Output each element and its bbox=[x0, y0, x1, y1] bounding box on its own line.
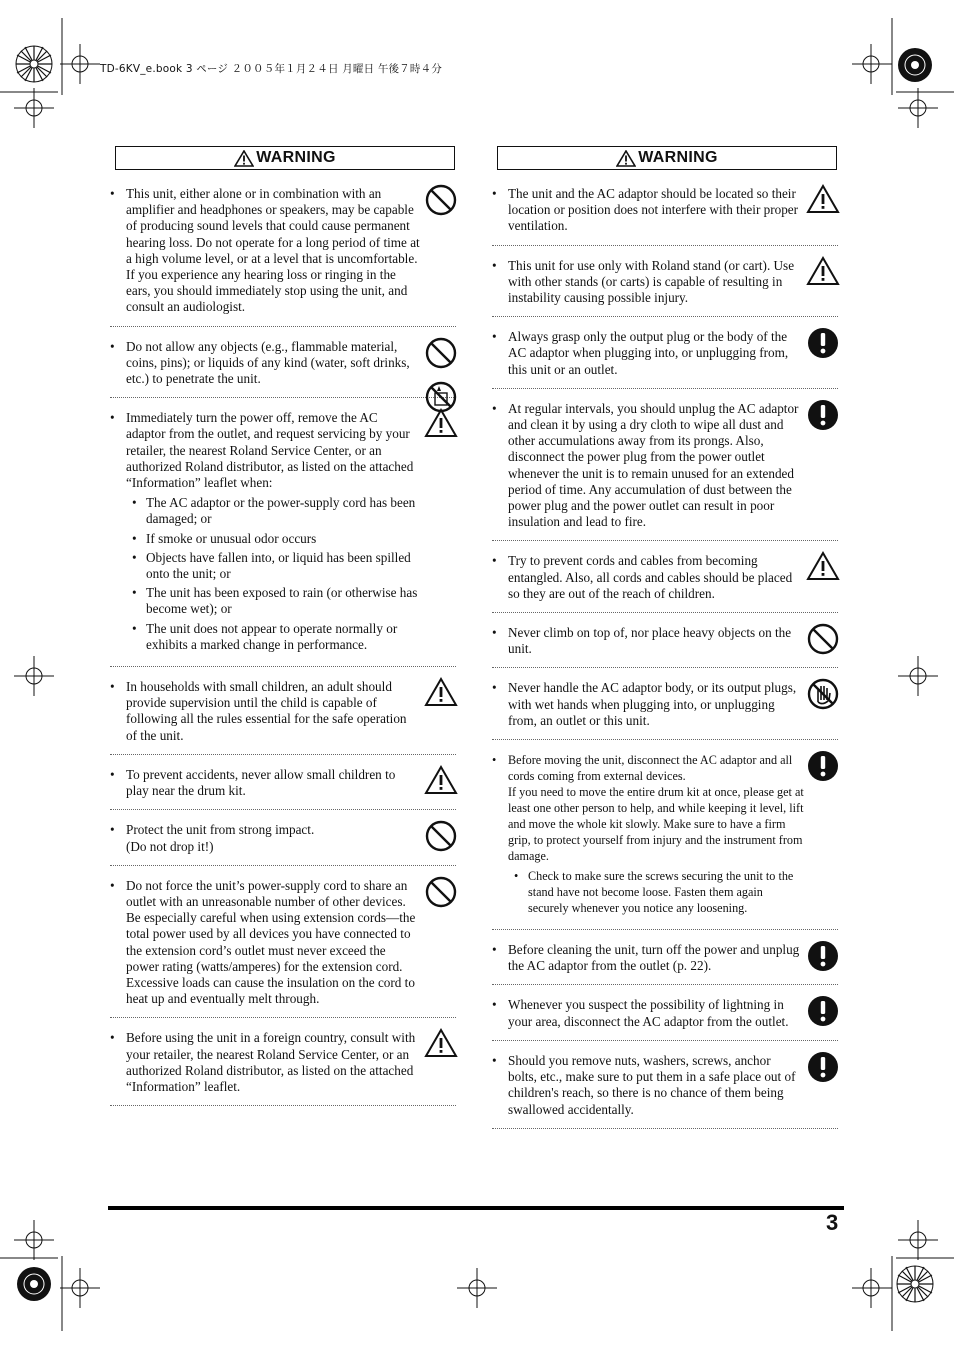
warning-label: WARNING bbox=[256, 149, 336, 166]
warning-paragraph: • To prevent accidents, never allow small children to play near the drum kit. bbox=[126, 766, 396, 799]
sub-list-item: • The AC adaptor or the power-supply cord has been damaged; or bbox=[126, 495, 420, 527]
sub-list-item: • The unit does not appear to operate normally or exhibits a marked change in performance. bbox=[126, 621, 420, 653]
sub-list-item: • If smoke or unusual odor occurs bbox=[126, 531, 420, 547]
page-number: 3 bbox=[826, 1210, 839, 1235]
warning-paragraph: • Immediately turn the power off, remove the AC adaptor from the outlet, and request servicing by your retailer, the nearest Roland Service Center, or an authorized Roland distributor, as listed on the attached “Information” leaflet when: bbox=[126, 410, 414, 491]
warning-paragraph: • Before cleaning the unit, turn off the power and unplug the AC adaptor from the outlet (p. 22). bbox=[508, 942, 800, 974]
warning-paragraph: • At regular intervals, you should unplug the AC adaptor and clean it by using a dry cloth to wipe all dust and other accumulations away from its prongs. Also, disconnect the power plug from the power outlet whenever the unit is to remain unused for an extended period of time. Any accumulation of dust between the power plug and the power outlet can result in poor insulation and lead to fire. bbox=[508, 400, 799, 530]
warning-paragraph: • Before using the unit in a foreign country, consult with your retailer, the nearest Roland Service Center, or an authorized Roland distributor, as listed on the attached “Information” leaflet. bbox=[126, 1030, 416, 1094]
warning-paragraph: • Before moving the unit, disconnect the AC adaptor and all cords coming from external devices. If you need to move the entire drum kit at once, please get at least one other person to help, and while keeping it level, lift and move the whole kit slowly. Make sure to have a firm grip, to protect yourself from injury and the instrument from damage. bbox=[508, 753, 804, 864]
warning-paragraph: • Never climb on top of, nor place heavy objects on the unit. bbox=[508, 625, 792, 657]
warning-paragraph: • Do not allow any objects (e.g., flammable material, coins, pins); or liquids of any kind (water, soft drinks, etc.) to penetrate the unit. bbox=[126, 338, 410, 387]
warning-paragraph: • Try to prevent cords and cables from becoming entangled. Also, all cords and cables should be placed so they are out of the reach of children. bbox=[508, 553, 793, 601]
warning-label: WARNING bbox=[638, 149, 718, 166]
sub-list-item: • Check to make sure the screws securing the unit to the stand have not become loose. Fasten them again securely whenever you notice any loosening. bbox=[508, 868, 804, 916]
sub-list-item: • The unit has been exposed to rain (or otherwise has become wet); or bbox=[126, 585, 420, 617]
warning-paragraph: • Never handle the AC adaptor body, or its output plugs, with wet hands when plugging into, or unplugging from, an outlet or this unit. bbox=[508, 680, 797, 728]
warning-paragraph: • Whenever you suspect the possibility of lightning in your area, disconnect the AC adaptor from the outlet. bbox=[508, 997, 789, 1029]
warning-paragraph: • This unit, either alone or in combination with an amplifier and headphones or speakers, may be capable of producing sound levels that could cause permanent hearing loss. Do not operate for a long period of time at a high volume level, or at a level that is uncomfortable. If you experience any hearing loss or ringing in the ears, you should immediately stop using the unit, and consult an audiologist. bbox=[126, 186, 420, 315]
header-note: TD-6KV_e.book 3 ページ ２００５年１月２４日 月曜日 午後７時４分 bbox=[100, 63, 443, 75]
warning-paragraph: • This unit for use only with Roland stand (or cart). Use with other stands (or carts) is capable of resulting in instability causing possible injury. bbox=[508, 257, 795, 306]
warning-paragraph: • Always grasp only the output plug or the body of the AC adaptor when plugging into, or unplugging from, this unit or an outlet. bbox=[508, 329, 789, 377]
warning-paragraph: • Should you remove nuts, washers, screws, anchor bolts, etc., make sure to put them in a safe place out of children's reach, so there is no chance of them being swallowed accidentally. bbox=[508, 1052, 796, 1117]
sub-list-item: • Objects have fallen into, or liquid has been spilled onto the unit; or bbox=[126, 550, 420, 582]
warning-paragraph: • The unit and the AC adaptor should be located so their location or position does not interfere with their proper ventilation. bbox=[508, 186, 799, 234]
warning-paragraph: • In households with small children, an adult should provide supervision until the child is capable of following all the rules essential for the safe operation of the unit. bbox=[126, 679, 407, 743]
warning-paragraph: • Do not force the unit’s power-supply cord to share an outlet with an unreasonable number of other devices. Be especially careful when using extension cords—the total power used by all devices you have connected to the extension cord’s outlet must never exceed the power rating (watts/amperes) for the extension cord. Excessive loads can cause the insulation on the cord to heat up and eventually melt through. bbox=[126, 877, 416, 1007]
warning-paragraph: • Protect the unit from strong impact. (Do not drop it!) bbox=[126, 822, 315, 854]
